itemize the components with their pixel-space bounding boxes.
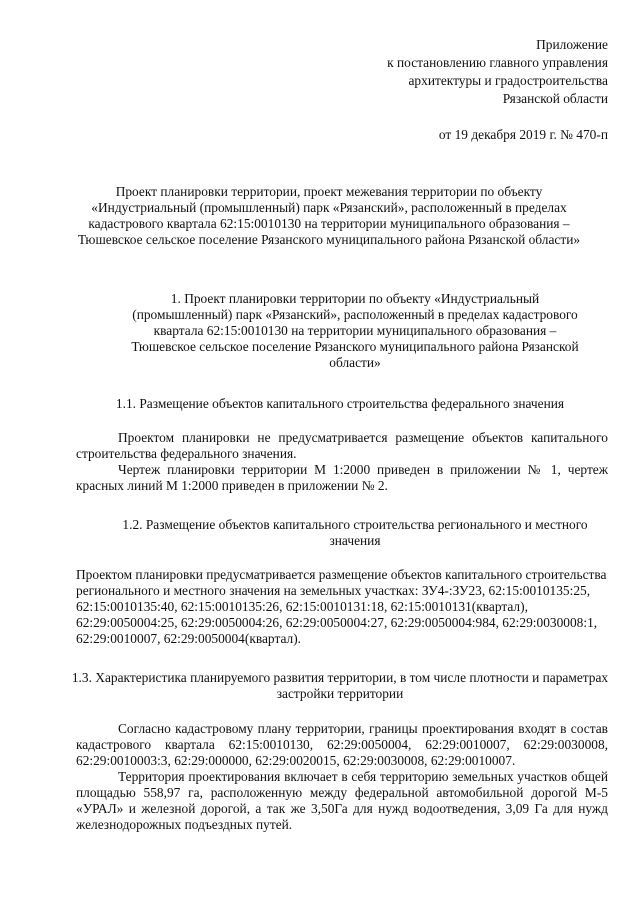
document-title: Проект планировки территории, проект межевания территории по объекту «Индустриальный (промышленный) парк «Рязанский», расположенный в пределах кадастрового квартала 62:15:0010130 на территории муниципального образования – Тюшевское сельское поселение Рязанского муниципального района Рязанской области» [77,184,581,247]
appendix-line: Рязанской области [502,91,608,106]
paragraph: Проектом планировки не предусматривается размещение объектов капитального строительства федерального значения. [76,430,608,461]
resolution-date: от 19 декабря 2019 г. № 470-п [438,127,608,142]
section-1-3-heading: 1.3. Характеристика планируемого развития территории, в том числе плотности и параметрах застройки территории [71,670,609,701]
section-1-title: 1. Проект планировки территории по объекту «Индустриальный (промышленный) парк «Рязанский», расположенный в пределах кадастрового квартала 62:15:0010130 на территории муниципального образования – Тюшевское сельское поселение Рязанского муниципального района Рязанской области» [131,291,579,370]
section-1-2-body [76,567,608,647]
appendix-title: Приложение [536,37,608,52]
appendix-header [387,36,608,144]
section-1-1-body [76,430,608,494]
section-1-2-heading: 1.2. Размещение объектов капитального строительства регионального и местного значения [122,517,588,548]
paragraph: Согласно кадастровому плану территории, границы проектирования входят в состав кадастрового квартала 62:15:0010130, 62:29:0050004, 62:29:0010007, 62:29:0030008, 62:29:0010003:3, 62:29:000000, 62:29:0020015, 62:29:0030008, 62:29:0010007. [76,721,608,768]
paragraph: Проектом планировки предусматривается размещение объектов капитального строительства регионального и местного значения на земельных участках: ЗУ4-:ЗУ23, 62:15:0010135:25, 62:15:0010135:40, 62:15:0010135:26, 62:15:0010131:18, 62:15:0010131(квартал), 62:29:0050004:25, 62:29:0050004:26, 62:29:0050004:27, 62:29:0050004:984, 62:29:0030008:1, 62:29:0010007, 62:29:0050004(квартал). [76,567,607,646]
section-1-3-body [76,721,608,833]
paragraph: Чертеж планировки территории М 1:2000 приведен в приложении № 1, чертеж красных линий М 1:2000 приведен в приложении № 2. [76,462,608,493]
section-1-1-heading: 1.1. Размещение объектов капитального строительства федерального значения [115,396,565,411]
appendix-line: к постановлению главного управления [387,55,608,70]
paragraph: Территория проектирования включает в себя территорию земельных участков общей площадью 558,97 га, расположенную между федеральной автомобильной дорогой М-5 «УРАЛ» и железной дорогой, а так же 3,50Га для нужд водоотведения, 3,09 Га для нужд железнодорожных подъездных путей. [76,769,608,832]
appendix-line: архитектуры и градостроительства [408,73,608,88]
